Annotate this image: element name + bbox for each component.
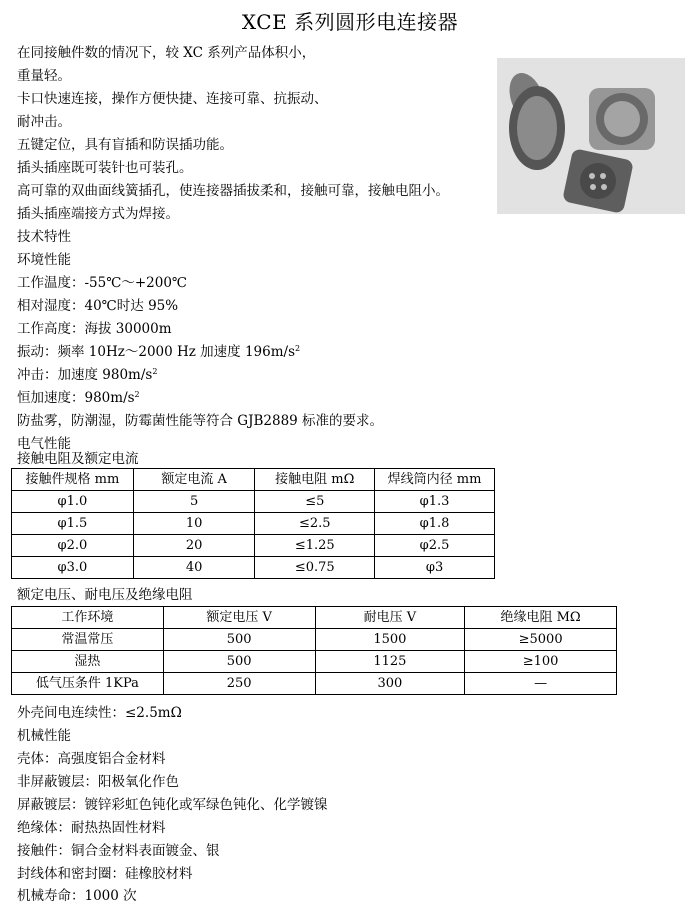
table-cell: 20	[133, 535, 255, 557]
intro-line: 插头插座端接方式为焊接。	[17, 206, 179, 222]
spec-line-constant-accel	[17, 389, 140, 407]
table-cell: 500	[163, 629, 315, 651]
section-heading: 技术特性	[17, 229, 71, 245]
voltage-insulation-table	[11, 606, 617, 695]
table-cell: 湿热	[12, 651, 164, 673]
spec-line-shock	[17, 366, 157, 384]
spec-line-vibration	[17, 343, 300, 361]
table-header-row	[12, 469, 495, 491]
spec-line: 屏蔽镀层：镀锌彩虹色钝化或军绿色钝化、化学镀镍	[17, 797, 328, 813]
connector-product-photo	[497, 58, 685, 214]
section-heading: 环境性能	[17, 252, 71, 268]
table-cell: φ1.8	[375, 513, 495, 535]
table-header-cell: 焊线筒内径 mm	[375, 469, 495, 491]
table-header-cell: 耐电压 V	[315, 607, 465, 629]
spec-line: 防盐雾，防潮湿，防霉菌性能等符合 GJB2889 标准的要求。	[17, 413, 384, 429]
table-cell: φ2.5	[375, 535, 495, 557]
section-heading: 机械性能	[17, 728, 71, 744]
page-title: XCE 系列圆形电连接器	[241, 10, 459, 34]
spec-line: 外壳间电连续性：≤2.5mΩ	[17, 705, 182, 721]
table-row	[12, 535, 495, 557]
table-cell: —	[465, 673, 617, 695]
table-row	[12, 629, 617, 651]
table-cell: φ3	[375, 557, 495, 579]
vibration-superscript: 2	[295, 344, 301, 353]
table-cell: 低气压条件 1KPa	[12, 673, 164, 695]
table-cell: φ1.5	[12, 513, 134, 535]
table-cell: φ1.0	[12, 491, 134, 513]
table-header-cell: 绝缘电阻 MΩ	[465, 607, 617, 629]
table-caption: 接触电阻及额定电流	[17, 451, 139, 467]
spec-line: 工作高度：海拔 30000m	[17, 321, 172, 337]
table-cell: ≥100	[465, 651, 617, 673]
table-header-cell: 接触件规格 mm	[12, 469, 134, 491]
table-cell: φ1.3	[375, 491, 495, 513]
spec-line: 非屏蔽镀层：阳极氧化作色	[17, 774, 179, 790]
table-cell: 5	[133, 491, 255, 513]
table-header-row	[12, 607, 617, 629]
spec-line: 壳体：高强度铝合金材料	[17, 751, 166, 767]
table-cell: φ3.0	[12, 557, 134, 579]
table-header-cell: 额定电压 V	[163, 607, 315, 629]
table-row	[12, 557, 495, 579]
table-cell: 1500	[315, 629, 465, 651]
intro-line: 在同接触件数的情况下，较 XC 系列产品体积小，	[17, 45, 316, 61]
table-row	[12, 673, 617, 695]
intro-line: 五键定位，具有盲插和防误插功能。	[17, 137, 233, 153]
table-cell: 1125	[315, 651, 465, 673]
intro-line: 重量轻。	[17, 68, 71, 84]
contact-resistance-table	[11, 468, 495, 579]
table-cell: 250	[163, 673, 315, 695]
table-header-cell: 工作环境	[12, 607, 164, 629]
spec-line: 封线体和密封圈：硅橡胶材料	[17, 866, 193, 882]
table-row	[12, 513, 495, 535]
spec-line: 机械寿命：1000 次	[17, 888, 137, 904]
shock-superscript: 2	[152, 367, 158, 376]
constant-accel-superscript: 2	[134, 390, 140, 399]
spec-line: 工作温度：-55℃～+200℃	[17, 275, 188, 291]
shock-text: 冲击：加速度 980m/s	[17, 367, 153, 383]
intro-line: 高可靠的双曲面线簧插孔，使连接器插拔柔和，接触可靠，接触电阻小。	[17, 183, 449, 199]
intro-line: 耐冲击。	[17, 114, 71, 130]
table-row	[12, 491, 495, 513]
intro-line: 卡口快速连接，操作方便快捷、连接可靠、抗振动、	[17, 91, 328, 107]
table-header-cell: 接触电阻 mΩ	[255, 469, 375, 491]
table-cell: φ2.0	[12, 535, 134, 557]
table-cell: 40	[133, 557, 255, 579]
spec-line: 相对湿度：40℃时达 95%	[17, 298, 179, 314]
vibration-text: 振动：频率 10Hz～2000 Hz 加速度 196m/s	[17, 344, 296, 360]
table-cell: ≤0.75	[255, 557, 375, 579]
table-header-cell: 额定电流 A	[133, 469, 255, 491]
spec-line: 绝缘体：耐热热固性材料	[17, 820, 166, 836]
table-cell: 300	[315, 673, 465, 695]
table-cell: 常温常压	[12, 629, 164, 651]
constant-accel-text: 恒加速度：980m/s	[17, 390, 135, 406]
table-cell: 500	[163, 651, 315, 673]
section-heading: 电气性能	[17, 436, 71, 452]
spec-line: 接触件：铜合金材料表面镀金、银	[17, 843, 220, 859]
table-cell: ≤2.5	[255, 513, 375, 535]
table-cell: ≤1.25	[255, 535, 375, 557]
table-cell: ≥5000	[465, 629, 617, 651]
table-cell: ≤5	[255, 491, 375, 513]
intro-line: 插头插座既可装针也可装孔。	[17, 160, 193, 176]
table-row	[12, 651, 617, 673]
table-cell: 10	[133, 513, 255, 535]
table-caption: 额定电压、耐电压及绝缘电阻	[17, 587, 193, 603]
